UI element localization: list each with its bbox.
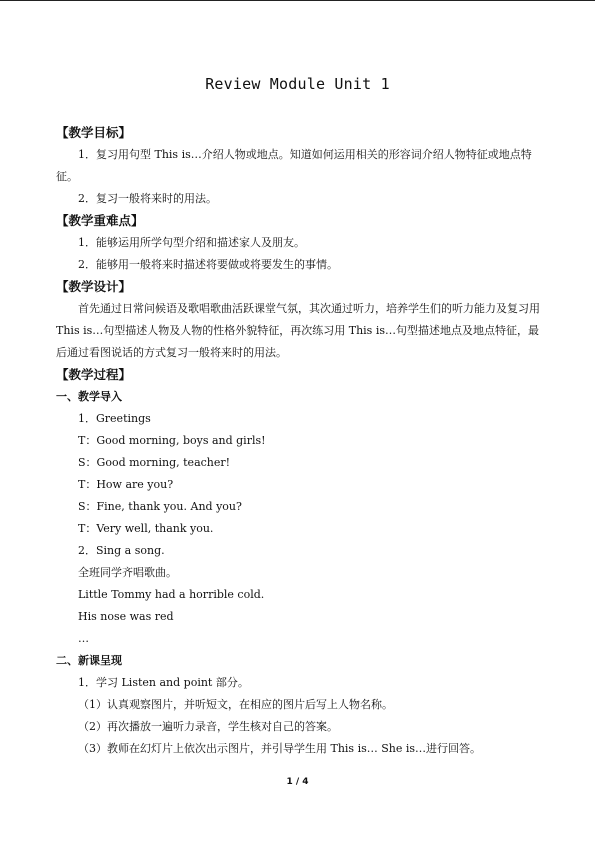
intro-line: T：Very well, thank you. xyxy=(78,522,214,535)
intro-line: 1．Greetings xyxy=(78,412,151,425)
goal-item-1: 1．复习用句型 This is…介绍人物或地点。知道如何运用相关的形容词介绍人物特征或地点特征。 xyxy=(56,148,532,183)
intro-line: 全班同学齐唱歌曲。 xyxy=(78,566,177,579)
heading-process: 【教学过程】 xyxy=(56,367,132,382)
intro-line: T：How are you? xyxy=(78,478,174,491)
heading-goals: 【教学目标】 xyxy=(56,125,132,140)
heading-keypoints: 【教学重难点】 xyxy=(56,213,144,228)
intro-line: T：Good morning, boys and girls! xyxy=(78,434,266,447)
heading-design: 【教学设计】 xyxy=(56,279,132,294)
intro-line: Little Tommy had a horrible cold. xyxy=(78,588,265,601)
keypoint-item-2: 2．能够用一般将来时描述将要做或将要发生的事情。 xyxy=(78,258,338,271)
design-paragraph: 首先通过日常问候语及歌唱歌曲活跃课堂气氛，其次通过听力，培养学生们的听力能力及复习用 This is…句型描述人物及人物的性格外貌特征，再次练习用 This is…句型描述地点及地点特征，最后通过看图说话的方式复习一般将来时的用法。 xyxy=(56,302,540,359)
intro-line: S：Fine, thank you. And you? xyxy=(78,500,242,513)
page-number: 1 / 4 xyxy=(286,777,309,787)
goal-item-2: 2．复习一般将来时的用法。 xyxy=(78,192,217,205)
top-rule xyxy=(0,0,595,1)
intro-line: S：Good morning, teacher! xyxy=(78,456,231,469)
lesson-line: （2）再次播放一遍听力录音，学生核对自己的答案。 xyxy=(78,720,338,733)
intro-line: His nose was red xyxy=(78,610,174,623)
keypoint-item-1: 1．能够运用所学句型介绍和描述家人及朋友。 xyxy=(78,236,305,249)
section-heading-new-lesson: 二、新课呈现 xyxy=(56,654,122,667)
intro-line: 2．Sing a song. xyxy=(78,544,165,557)
document-title: Review Module Unit 1 xyxy=(205,75,390,93)
document-body xyxy=(56,122,542,760)
section-heading-intro: 一、教学导入 xyxy=(56,390,122,403)
lesson-line: （3）教师在幻灯片上依次出示图片，并引导学生用 This is… She is…进行回答。 xyxy=(78,742,482,755)
lesson-line: 1．学习 Listen and point 部分。 xyxy=(78,676,249,689)
intro-line: … xyxy=(78,632,89,645)
lesson-line: （1）认真观察图片，并听短文，在相应的图片后写上人物名称。 xyxy=(78,698,393,711)
